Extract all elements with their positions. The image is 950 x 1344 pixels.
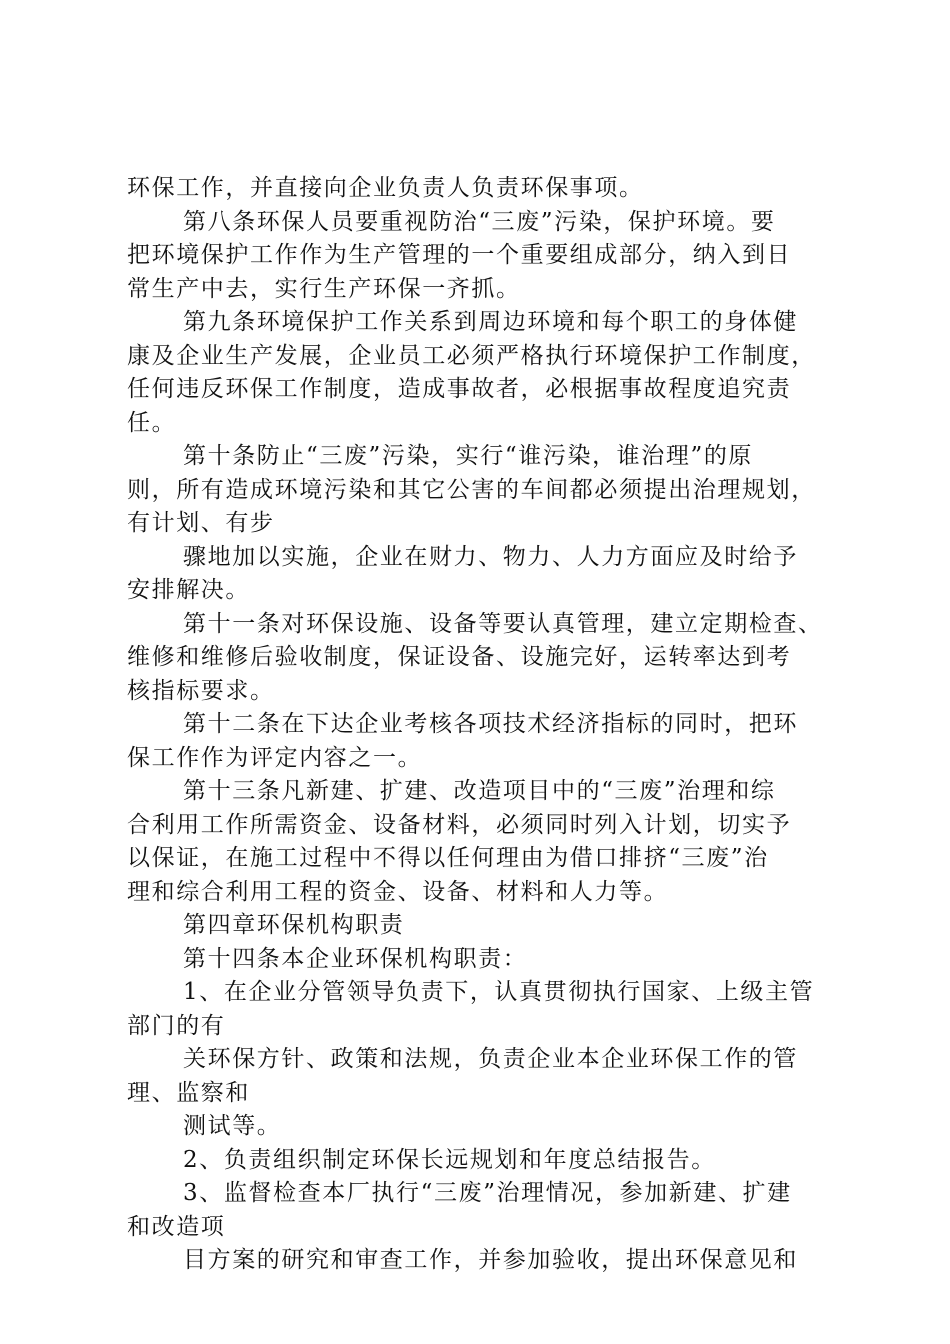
text-line: 第十四条本企业环保机构职责： (183, 945, 528, 972)
text-line: 核指标要求。 (127, 677, 275, 704)
text-line: 第八条环保人员要重视防治“三废”污染，保护环境。要 (183, 208, 776, 235)
text-line: 则，所有造成环境污染和其它公害的车间都必须提出治理规划， (127, 476, 816, 503)
text-line: 有计划、有步 (127, 510, 275, 536)
text-line: 常生产中去，实行生产环保一齐抓。 (127, 275, 521, 302)
text-line: 测试等。 (183, 1113, 282, 1139)
text-line: 第十三条凡新建、扩建、改造项目中的“三废”治理和综 (183, 778, 776, 804)
text-line: 把环境保护工作作为生产管理的一个重要组成部分，纳入到日 (127, 242, 792, 268)
text-line: 骤地加以实施，企业在财力、物力、人力方面应及时给予 (183, 543, 798, 570)
text-line: 理、监察和 (127, 1079, 250, 1106)
text-line: 安排解决。 (127, 577, 250, 603)
text-line: 以保证，在施工过程中不得以任何理由为借口排挤“三废”治 (127, 845, 769, 871)
text-line: 第十二条在下达企业考核各项技术经济指标的同时，把环 (183, 711, 798, 737)
document-body (127, 172, 837, 1278)
text-line: 理和综合利用工程的资金、设备、材料和人力等。 (127, 878, 669, 905)
text-line: 第四章环保机构职责 (183, 912, 405, 938)
text-line: 3、监督检查本厂执行“三废”治理情况，参加新建、扩建 (183, 1180, 792, 1206)
text-line: 关环保方针、政策和法规，负责企业本企业环保工作的管 (183, 1046, 798, 1072)
text-line: 目方案的研究和审查工作，并参加验收，提出环保意见和 (183, 1247, 798, 1273)
text-line: 部门的有 (127, 1012, 226, 1039)
text-line: 任。 (127, 409, 177, 436)
text-line: 保工作作为评定内容之一。 (127, 744, 423, 771)
text-line: 第十条防止“三废”污染，实行“谁污染，谁治理”的原 (183, 443, 754, 469)
text-line: 维修和维修后验收制度，保证设备、设施完好，运转率达到考 (127, 644, 792, 670)
text-line: 第十一条对环保设施、设备等要认真管理，建立定期检查、 (183, 610, 823, 637)
text-line: 2、负责组织制定环保长远规划和年度总结报告。 (183, 1146, 716, 1173)
text-line: 第九条环境保护工作关系到周边环境和每个职工的身体健 (183, 309, 798, 335)
text-line: 和改造项 (127, 1213, 226, 1240)
text-line: 1、在企业分管领导负责下，认真贯彻执行国家、上级主管 (183, 979, 815, 1005)
text-line: 任何违反环保工作制度，造成事故者，必根据事故程度追究责 (127, 376, 792, 402)
text-line: 环保工作，并直接向企业负责人负责环保事项。 (127, 175, 644, 201)
text-line: 合利用工作所需资金、设备材料，必须同时列入计划，切实予 (127, 811, 792, 838)
text-line: 康及企业生产发展，企业员工必须严格执行环境保护工作制度， (127, 342, 816, 369)
